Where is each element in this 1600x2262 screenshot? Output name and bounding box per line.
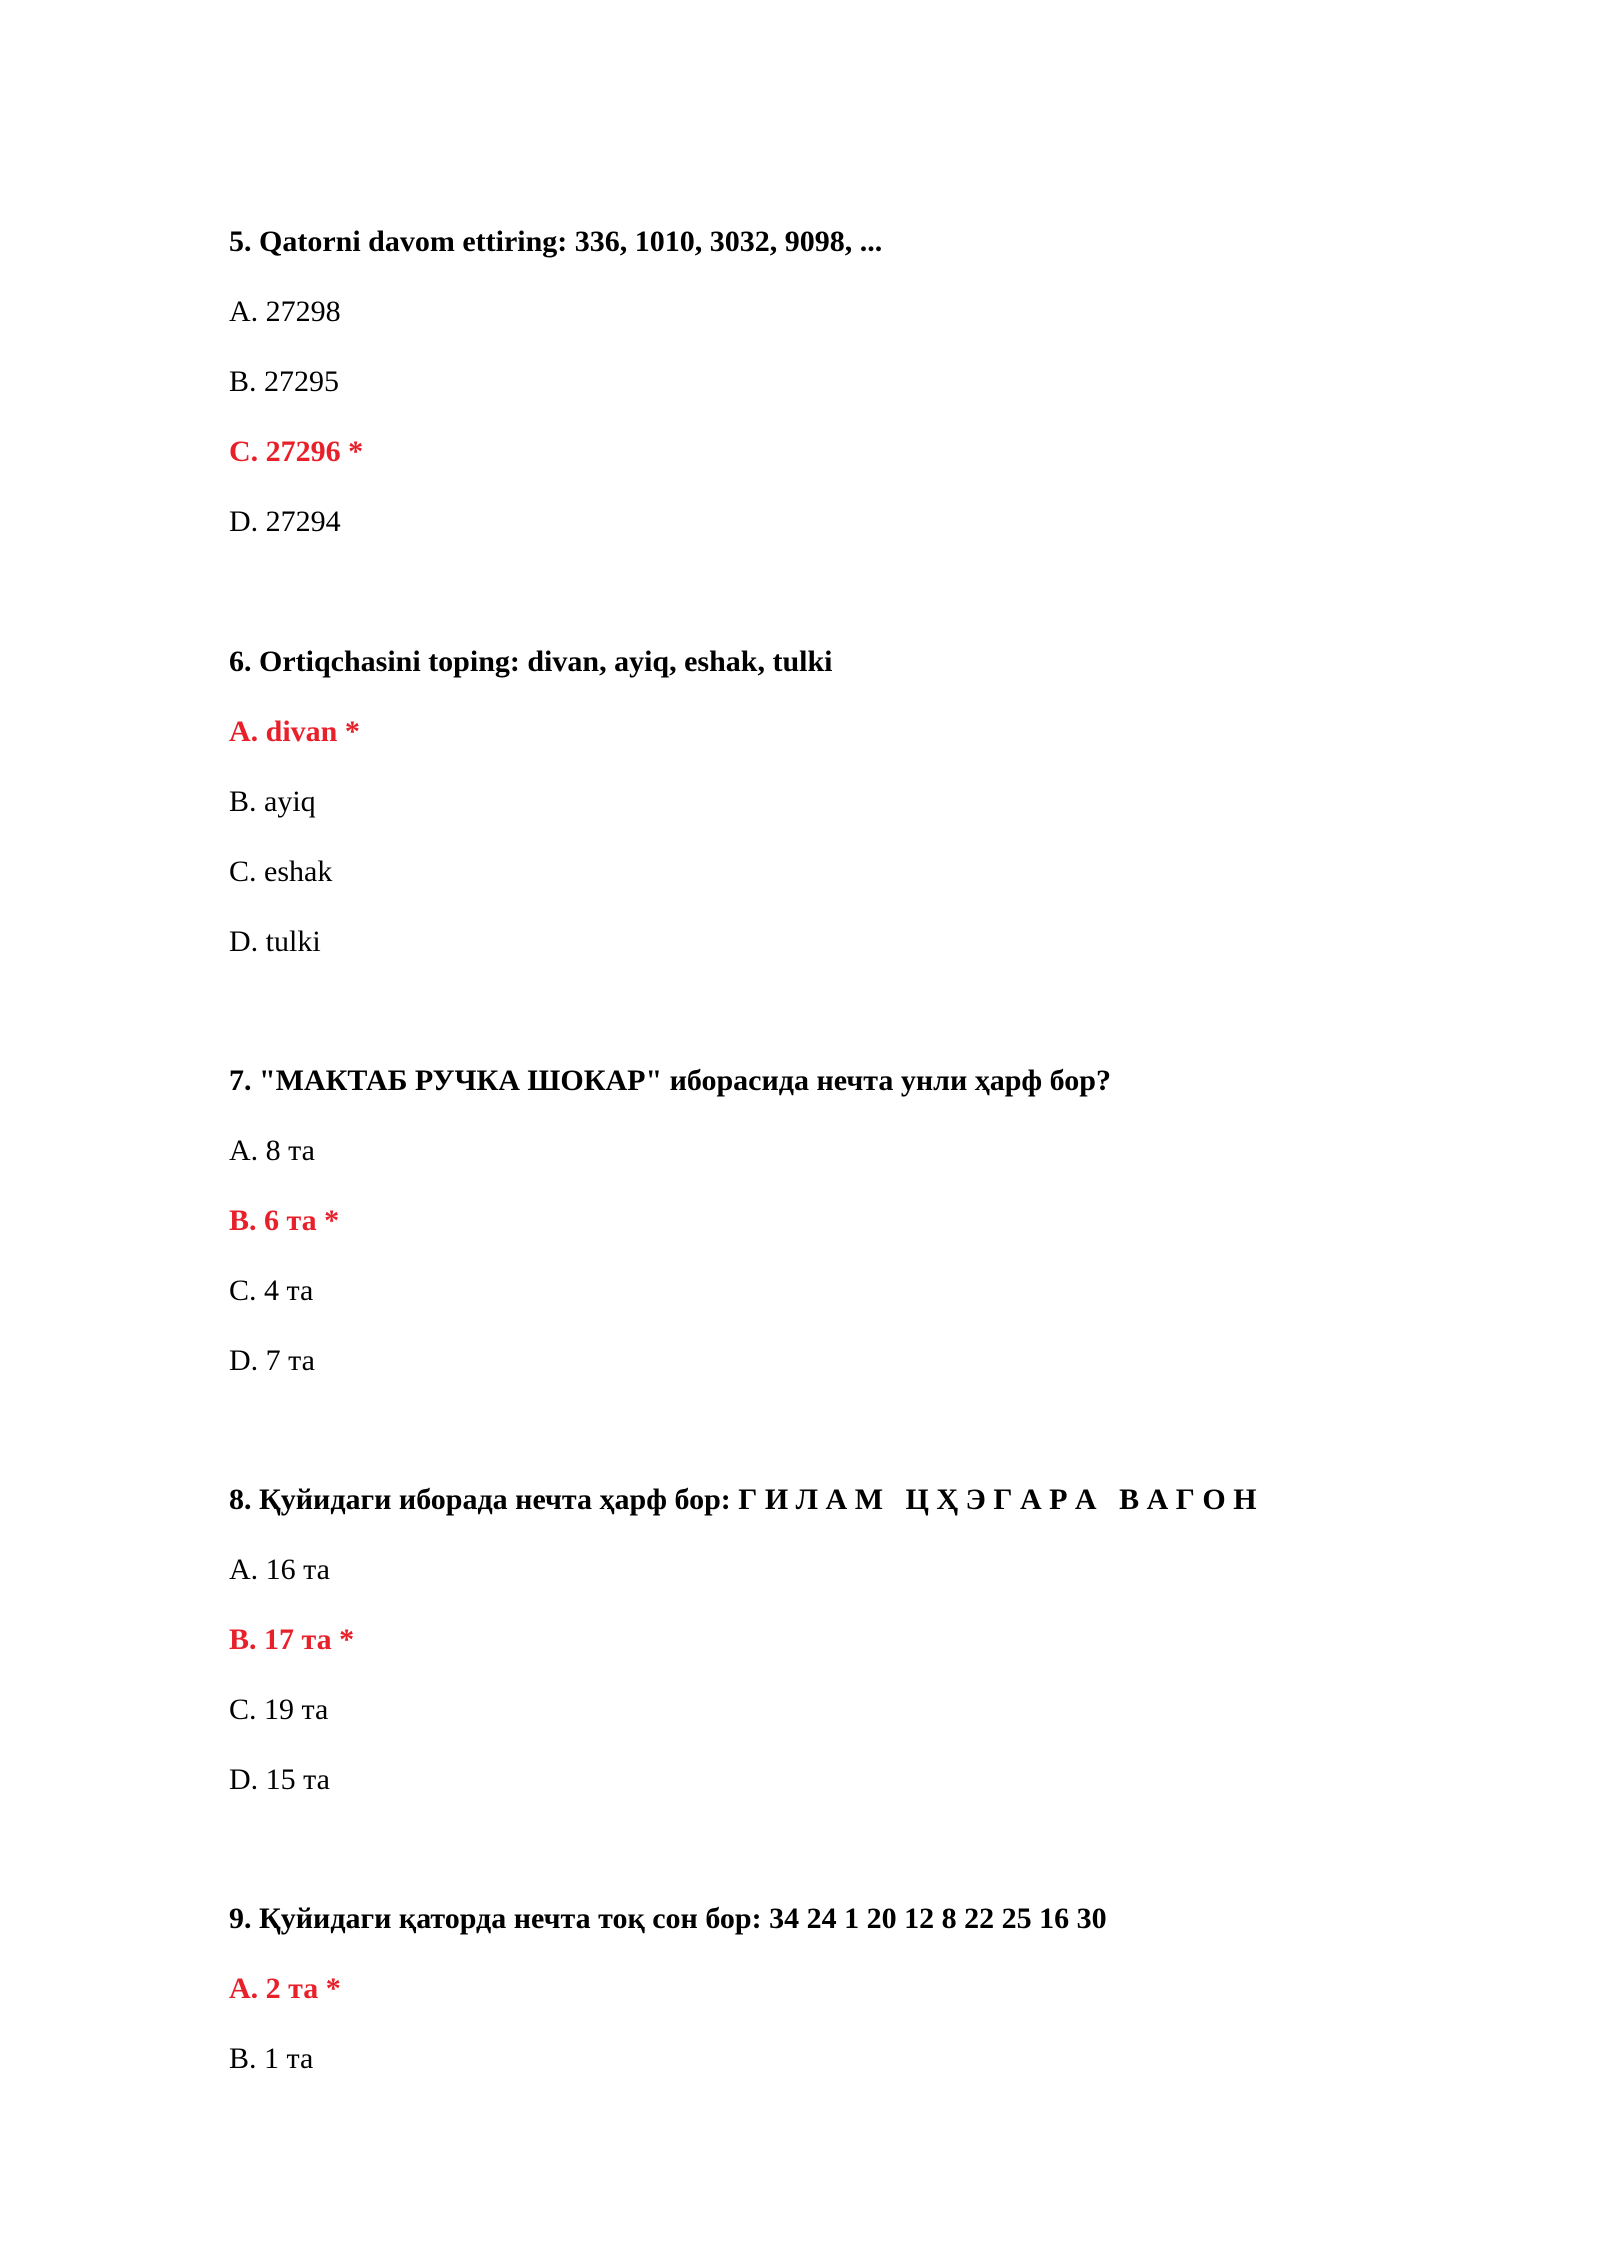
option-b: B. 1 та <box>229 2042 314 2075</box>
question-8 <box>229 1480 1529 1800</box>
question-text: 6. Ortiqchasini toping: divan, ayiq, eshak, tulki <box>229 645 833 678</box>
option-d: D. 7 та <box>229 1344 315 1377</box>
option-a-correct: A. 2 та * <box>229 1972 341 2005</box>
option-a-correct: A. divan * <box>229 715 360 748</box>
option-b: B. ayiq <box>229 785 316 818</box>
option-b: B. 27295 <box>229 365 340 398</box>
question-text: 5. Qatorni davom ettiring: 336, 1010, 3032, 9098, ... <box>229 225 883 258</box>
question-text: 7. "МАКТАБ РУЧКА ШОКАР" иборасида нечта унли ҳарф бор? <box>229 1064 1111 1097</box>
option-b-correct: B. 17 та * <box>229 1623 355 1656</box>
question-5 <box>229 222 1529 542</box>
question-7 <box>229 1061 1529 1381</box>
option-a: A. 27298 <box>229 295 341 328</box>
question-text: 8. Қуйидаги иборада нечта ҳарф бор: Г И Л А М Ц Ҳ Э Г А Р А В А Г О Н <box>229 1483 1257 1516</box>
option-a: A. 8 та <box>229 1134 315 1167</box>
option-c: C. 19 та <box>229 1693 329 1726</box>
option-c: C. eshak <box>229 855 333 888</box>
question-text: 9. Қуйидаги қаторда нечта тоқ сон бор: 34 24 1 20 12 8 22 25 16 30 <box>229 1902 1107 1935</box>
option-d: D. 27294 <box>229 505 341 538</box>
question-6 <box>229 642 1529 962</box>
option-b-correct: B. 6 та * <box>229 1204 340 1237</box>
option-d: D. 15 та <box>229 1763 330 1796</box>
question-9 <box>229 1899 1529 2079</box>
option-d: D. tulki <box>229 925 321 958</box>
option-c: C. 4 та <box>229 1274 314 1307</box>
option-a: A. 16 та <box>229 1553 330 1586</box>
option-c-correct: C. 27296 * <box>229 435 364 468</box>
